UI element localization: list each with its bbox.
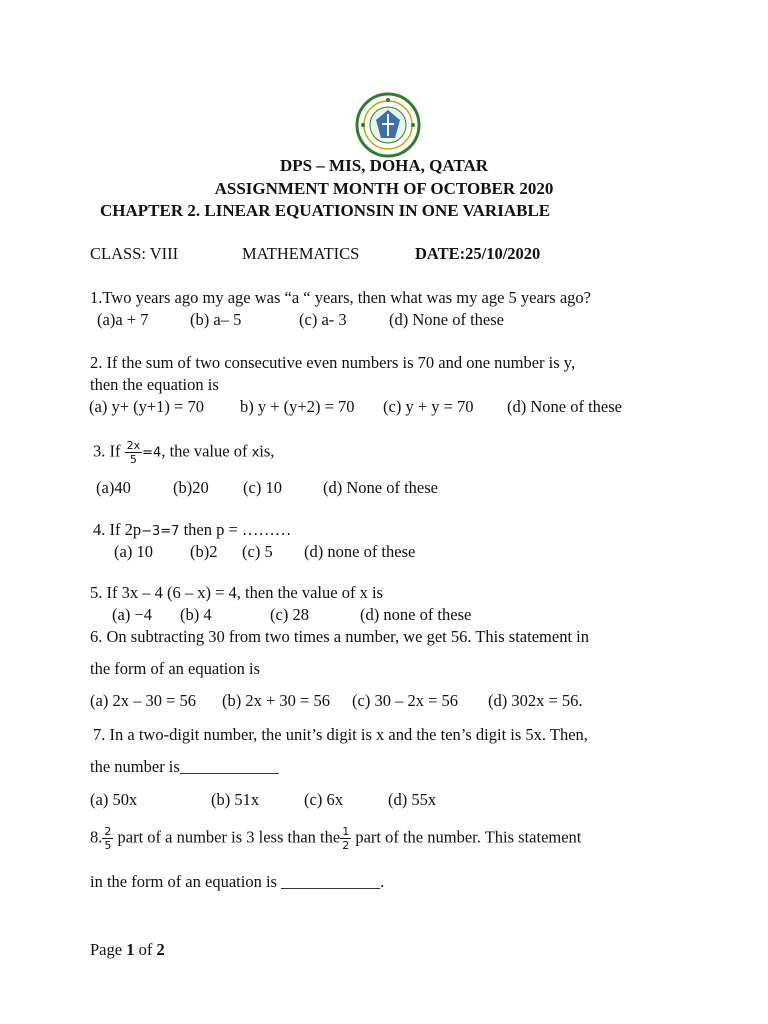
footer-page-number: 1 — [126, 940, 135, 959]
q3-fraction — [125, 440, 143, 465]
question-5-text: 5. If 3x – 4 (6 – x) = 4, then the value of x is — [90, 583, 383, 602]
q3-suffix: is, — [259, 441, 275, 461]
q4-prefix: 4. If — [93, 520, 121, 539]
q8-fraction-2-numerator: 1 — [342, 825, 350, 838]
question-3-text — [93, 440, 274, 465]
question-1-text: 1.Two years ago my age was “a “ years, then what was my age 5 years ago? — [90, 288, 591, 307]
q1-option-b: (b) a– 5 — [190, 310, 242, 329]
q8-middle: part of a number is 3 less than the — [117, 827, 341, 847]
school-name: DPS – MIS, DOHA, QATAR — [279, 156, 489, 175]
footer-page-total: 2 — [156, 940, 165, 959]
q5-option-c: (c) 28 — [270, 605, 309, 624]
q3-prefix: 3. If — [93, 441, 121, 461]
q7-option-d: (d) 55x — [388, 790, 437, 809]
q4-option-d: (d) none of these — [304, 542, 416, 561]
footer-page-word: Page — [90, 940, 127, 959]
q3-variable: x — [251, 445, 260, 461]
q3-option-b: (b)20 — [173, 478, 209, 497]
q3-option-c: (c) 10 — [243, 478, 282, 497]
q2-option-b: b) y + (y+2) = 70 — [240, 397, 355, 416]
question-6-line-2: the form of an equation is — [90, 659, 260, 678]
question-2-line-1: 2. If the sum of two consecutive even numbers is 70 and one number is y, — [90, 353, 576, 372]
date-label: DATE:25/10/2020 — [415, 244, 541, 263]
subject-label: MATHEMATICS — [242, 244, 360, 263]
q3-equals: =4 — [142, 445, 162, 461]
q7-option-c: (c) 6x — [304, 790, 343, 809]
question-2-line-2: then the equation is — [90, 375, 219, 394]
q4-option-a: (a) 10 — [114, 542, 153, 561]
question-6-line-1: 6. On subtracting 30 from two times a number, we get 56. This statement in — [90, 627, 589, 646]
q4-option-c: (c) 5 — [242, 542, 273, 561]
page-footer — [90, 940, 165, 960]
q2-option-d: (d) None of these — [507, 397, 623, 416]
q8-suffix: part of the number. This statement — [355, 827, 582, 847]
q8-fraction-1 — [102, 826, 113, 851]
q1-option-d: (d) None of these — [389, 310, 505, 329]
q1-option-a: (a)a + 7 — [97, 310, 149, 329]
q5-option-d: (d) none of these — [360, 605, 472, 624]
question-8-line-2: in the form of an equation is ____________. — [90, 872, 385, 891]
q4-expr-rest: −3=7 — [141, 524, 180, 539]
q1-option-c: (c) a- 3 — [299, 310, 347, 329]
question-8-text — [90, 826, 581, 851]
q6-option-b: (b) 2x + 30 = 56 — [222, 691, 330, 710]
q4-expr: 2p — [124, 520, 142, 539]
q6-option-d: (d) 302x = 56. — [488, 691, 583, 710]
footer-of-word: of — [134, 940, 157, 959]
question-4-text — [93, 520, 291, 540]
q4-option-b: (b)2 — [190, 542, 218, 561]
q4-suffix: then p = ……… — [183, 520, 292, 539]
school-emblem-icon — [355, 92, 421, 158]
assignment-title: ASSIGNMENT MONTH OF OCTOBER 2020 — [214, 179, 554, 198]
q6-option-a: (a) 2x – 30 = 56 — [90, 691, 196, 710]
question-7-line-1: 7. In a two-digit number, the unit’s digit is x and the ten’s digit is 5x. Then, — [93, 725, 588, 744]
q3-rest: , the value of — [161, 441, 248, 461]
q2-option-c: (c) y + y = 70 — [383, 397, 474, 416]
q8-fraction-2-denominator: 2 — [342, 839, 350, 852]
q8-prefix: 8. — [90, 827, 103, 847]
q3-fraction-numerator: 2x — [126, 439, 141, 452]
q2-option-a: (a) y+ (y+1) = 70 — [89, 397, 204, 416]
q3-fraction-denominator: 5 — [129, 453, 137, 466]
q7-option-b: (b) 51x — [211, 790, 260, 809]
q8-fraction-1-numerator: 2 — [104, 825, 112, 838]
q8-fraction-2 — [340, 826, 351, 851]
q6-option-c: (c) 30 – 2x = 56 — [352, 691, 458, 710]
q5-option-a: (a) −4 — [112, 605, 152, 624]
chapter-title: CHAPTER 2. LINEAR EQUATIONSIN IN ONE VARIABLE — [100, 201, 551, 220]
q7-option-a: (a) 50x — [90, 790, 138, 809]
q3-option-d: (d) None of these — [323, 478, 439, 497]
q8-fraction-1-denominator: 5 — [104, 839, 112, 852]
class-label: CLASS: VIII — [90, 244, 179, 263]
question-7-line-2: the number is____________ — [90, 757, 279, 776]
q3-option-a: (a)40 — [96, 478, 131, 497]
q5-option-b: (b) 4 — [180, 605, 212, 624]
